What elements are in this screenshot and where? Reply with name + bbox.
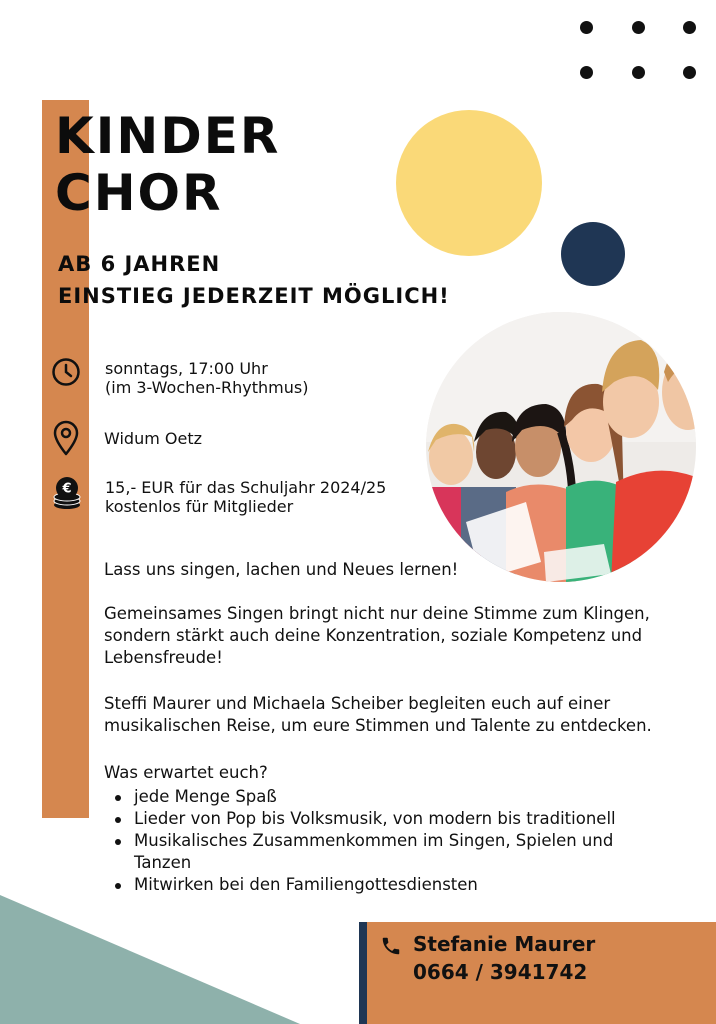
clock-icon: [51, 357, 81, 391]
decor-dot: [632, 21, 645, 34]
leaders-line-2: musikalischen Reise, um eure Stimmen und Talente zu entdecken.: [104, 716, 652, 735]
location-text: Widum Oetz: [104, 429, 202, 448]
leaders-line-1: Steffi Maurer und Michaela Scheiber begleiten euch auf einer: [104, 694, 611, 713]
coins-icon: [51, 476, 83, 514]
yellow-circle-decor: [396, 110, 542, 256]
schedule-text: [105, 359, 308, 397]
location-pin-icon: [52, 420, 80, 460]
title-line-2: CHOR: [55, 164, 223, 222]
benefits-line-1: Gemeinsames Singen bringt nicht nur deine Stimme zum Klingen,: [104, 604, 650, 623]
svg-text:€: €: [62, 481, 72, 497]
list-item: jede Menge Spaß: [104, 786, 616, 808]
benefits-line-3: Lebensfreude!: [104, 648, 223, 667]
intro-paragraph: Lass uns singen, lachen und Neues lernen!: [104, 560, 459, 579]
benefits-paragraph: [104, 603, 650, 669]
expectations-list: [104, 786, 616, 896]
leaders-paragraph: [104, 693, 652, 737]
subtitle-line-2: EINSTIEG JEDERZEIT MÖGLICH!: [58, 284, 450, 308]
question-heading: Was erwartet euch?: [104, 763, 268, 782]
list-item: Lieder von Pop bis Volksmusik, von modern bis traditionell: [104, 808, 616, 830]
contact-name: Stefanie Maurer: [413, 932, 596, 956]
list-item-line-2: Tanzen: [134, 853, 192, 872]
page-title: [55, 108, 280, 222]
price-line-2: kostenlos für Mitglieder: [105, 497, 294, 516]
decor-dot: [580, 66, 593, 79]
price-line-1: 15,- EUR für das Schuljahr 2024/25: [105, 478, 387, 497]
decor-dot: [632, 66, 645, 79]
decor-dot: [683, 66, 696, 79]
schedule-line-1: sonntags, 17:00 Uhr: [105, 359, 268, 378]
decor-dot: [580, 21, 593, 34]
list-item-line-1: Musikalisches Zusammenkommen im Singen, Spielen und: [134, 831, 614, 850]
navy-circle-decor: [561, 222, 625, 286]
contact-details: [413, 930, 595, 986]
list-item: [104, 830, 616, 874]
benefits-line-2: sondern stärkt auch deine Konzentration, soziale Kompetenz und: [104, 626, 643, 645]
schedule-line-2: (im 3-Wochen-Rhythmus): [105, 378, 309, 397]
teal-triangle-decor: [0, 895, 300, 1024]
subtitle: [58, 248, 450, 312]
decor-dot: [683, 21, 696, 34]
phone-icon: [380, 935, 402, 961]
contact-phone[interactable]: 0664 / 3941742: [413, 960, 588, 984]
children-choir-photo: [426, 312, 696, 582]
price-text: [105, 478, 386, 516]
contact-stripe: [359, 922, 367, 1024]
list-item: Mitwirken bei den Familiengottesdiensten: [104, 874, 616, 896]
title-line-1: KINDER: [55, 107, 281, 165]
subtitle-line-1: AB 6 JAHREN: [58, 252, 221, 276]
